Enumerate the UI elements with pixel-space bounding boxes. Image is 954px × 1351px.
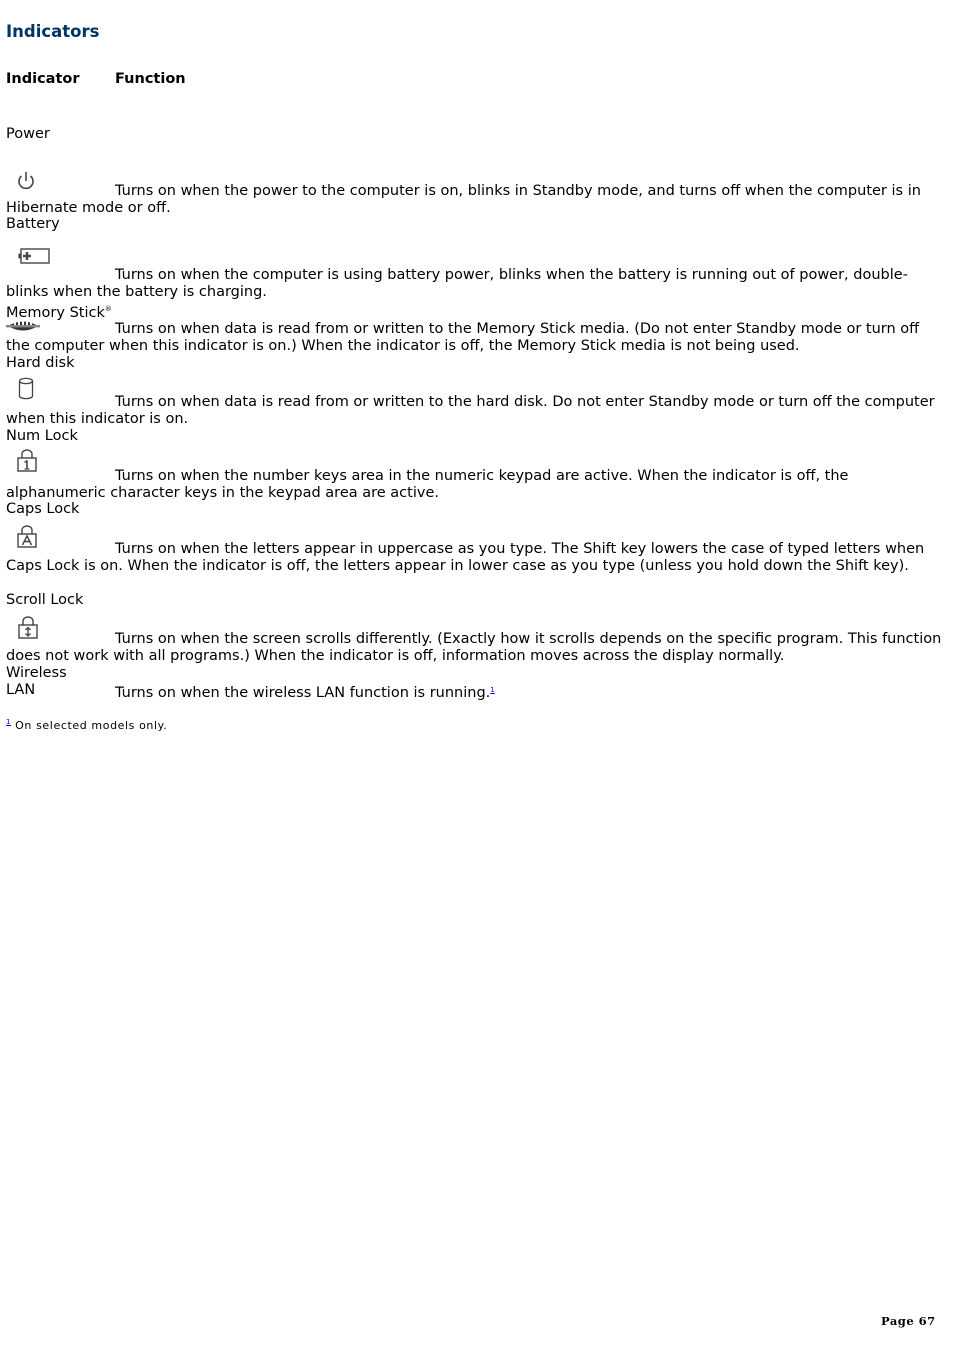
indicator-name-scroll-lock: Scroll Lock <box>6 592 84 608</box>
indicator-name-power: Power <box>6 126 50 142</box>
indicator-name-memory-stick-text: Memory Stick <box>6 305 105 321</box>
indicator-name-caps-lock: Caps Lock <box>6 501 80 517</box>
indicator-name-wireless-lan <box>6 665 67 699</box>
indicator-description-caps-lock: Turns on when the letters appear in uppercase as you type. The Shift key lowers the case of typed letters when Caps Lock is on. When the indicator is off, the letters appear in lower case as you type (unless you hold down the Shift key). <box>6 541 925 574</box>
page-title: Indicators <box>6 22 100 41</box>
footnote-marker-link[interactable]: 1 <box>6 718 12 726</box>
indicator-description-battery: Turns on when the computer is using battery power, blinks when the battery is running out of power, double-blinks when the battery is charging. <box>6 267 908 300</box>
indicator-description-power: Turns on when the power to the computer is on, blinks in Standby mode, and turns off when the computer is in Hibernate mode or off. <box>6 183 921 216</box>
indicator-description-num-lock: Turns on when the number keys area in the numeric keypad are active. When the indicator is off, the alphanumeric character keys in the keypad area are active. <box>6 468 849 501</box>
indicator-name-num-lock: Num Lock <box>6 428 78 444</box>
footnote-reference-link[interactable]: 1 <box>490 686 495 694</box>
footnote <box>6 718 167 732</box>
indicator-name-battery: Battery <box>6 216 60 232</box>
registered-mark: ® <box>104 305 112 313</box>
indicator-description-wireless-lan <box>115 682 935 702</box>
column-header-function: Function <box>115 71 186 87</box>
indicator-name-wireless-lan-line2: LAN <box>6 682 36 698</box>
wireless-lan-description-text: Turns on when the wireless LAN function is running. <box>115 685 491 701</box>
column-header-indicator: Indicator <box>6 71 80 87</box>
indicator-description-scroll-lock: Turns on when the screen scrolls differently. (Exactly how it scrolls depends on the specific program. This function does not work with all programs.) When the indicator is off, information moves across the display normally. <box>6 631 942 664</box>
page-number: Page 67 <box>881 1314 936 1328</box>
indicator-description-memory-stick: Turns on when data is read from or written to the Memory Stick media. (Do not enter Standby mode or turn off the computer when this indicator is on.) When the indicator is off, the Memory Stick media is not being used. <box>6 321 920 354</box>
indicator-description-hard-disk: Turns on when data is read from or written to the hard disk. Do not enter Standby mode or turn off the computer when this indicator is on. <box>6 394 935 427</box>
indicator-name-hard-disk: Hard disk <box>6 355 75 371</box>
indicator-name-wireless-lan-line1: Wireless <box>6 665 67 681</box>
battery-icon <box>18 246 52 266</box>
footnote-text: On selected models only. <box>15 719 168 732</box>
